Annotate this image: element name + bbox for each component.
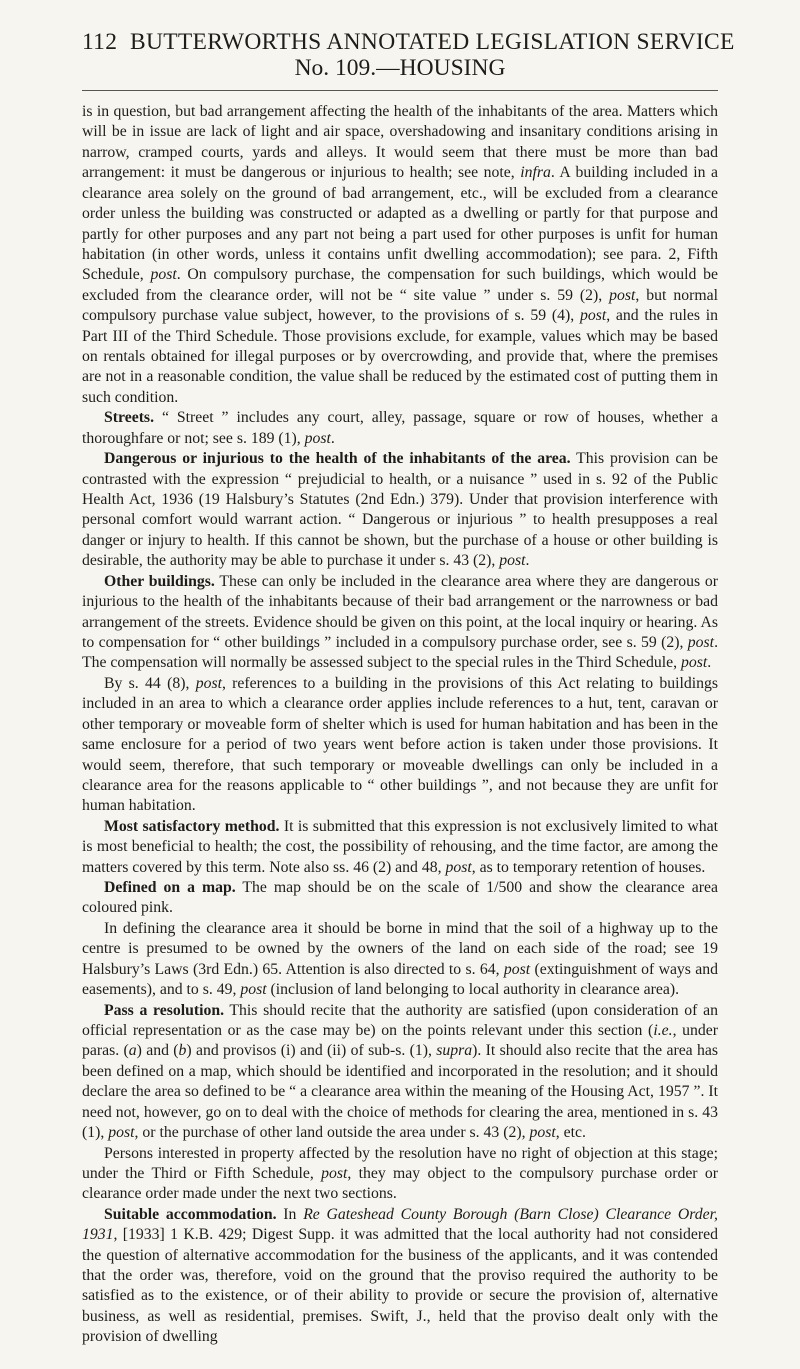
italic-text: post [150, 266, 177, 284]
italic-text: supra [436, 1042, 473, 1060]
text-run: , under paras. ( [82, 1021, 718, 1060]
paragraph [82, 1001, 718, 1144]
text-run: . On compulsory purchase, the compensation for such buildings, which would be excluded from the clearance order, will not be “ site value ” under s. 59 (2), [82, 266, 719, 304]
italic-text: post [321, 1164, 348, 1182]
paragraph [82, 919, 718, 1001]
paragraph-heading: Dangerous or injurious to the health of the inhabitants of the area. [104, 450, 571, 468]
text-run: ) and ( [136, 1042, 179, 1060]
text-run: , and the rules in Part III of the Third Schedule. Those provisions exclude, for example, values which may be based on rentals obtained for illegal purposes or by overcrowding, and provide that, where the premises are not in a reasonable condition, the value shall be reduced by the estimated cost of putting them in such condition. [82, 307, 719, 406]
italic-text: post [529, 1124, 556, 1142]
text-run: , they may object to the compulsory purchase order or clearance order made under the next two sections. [82, 1164, 718, 1203]
chapter-subtitle: No. 109.—HOUSING [294, 55, 506, 81]
service-title: BUTTERWORTHS ANNOTATED LEGISLATION SERVICE [130, 29, 735, 55]
text-run: is in question, but bad arrangement affecting the health of the inhabitants of the area. Matters which will be in issue are lack of light and air space, overshadowing and insanitary conditions arising in narrow, cramped courts, yards and alleys. It would seem that there must be more than bad arrangement: it must be dangerous or injurious to health; see note, [82, 103, 718, 182]
text-run: ) and provisos (i) and (ii) of sub-s. (1), [186, 1042, 437, 1060]
text-run: (inclusion of land belonging to local authority in clearance area). [266, 981, 680, 999]
text-run: , but normal compulsory purchase value subject, however, to the provisions of s. 59 (4), [82, 286, 718, 325]
text-run: . The compensation will normally be assessed subject to the special rules in the Third Schedule, [82, 633, 718, 672]
paragraph [82, 674, 718, 817]
text-run: It is submitted that this expression is not exclusively limited to what is most beneficial to health; the cost, the possibility of rehousing, and the time factor, are among the matters covered by this term. Note also ss. 46 (2) and 48, [82, 817, 718, 876]
running-head [82, 28, 762, 56]
paragraph [82, 102, 718, 408]
text-run: ). It should also recite that the area has been defined on a map, which should be identified and incorporated in the resolution; and it should declare the area so defined to be “ a clearance area within the meaning of the Housing Act, 1957 ”. It need not, however, go on to deal with the choice of methods for clearing the area, mentioned in s. 43 (1), [82, 1042, 719, 1142]
italic-text: b [178, 1042, 187, 1060]
text-run: , references to a building in the provisions of this Act relating to buildings included in an area to which a clearance order applies include references to a hut, tent, caravan or other temporary or moveable form of shelter which is used for human habitation and has been in the same enclosure for a period of two years went before action is taken under those provisions. It would seem, therefore, that such temporary or moveable dwellings can only be included in a clearance area for the reasons applicable to “ other buildings ”, and not because they are unfit for human habitation. [82, 674, 719, 815]
text-run: In defining the clearance area it should be borne in mind that the soil of a highway up to the centre is presumed to be owned by the owners of the land on each side of the road; see 19 Halsbury’s Laws (3rd Edn.) 65. Attention is also directed to s. 64, [82, 919, 718, 978]
text-run: , [1933] 1 K.B. 429; Digest Supp. it was admitted that the local authority had not considered the question of alternative accommodation for the business of the applicants, and it was contended that the order was, therefore, void on the ground that the proviso required the authority to be satisfied as to the existence, or of their ability to provide or secure the provision of, alternative business, as well as residential, premises. Swift, J., held that the proviso dealt only with the provision of dwelling [82, 1226, 718, 1346]
text-run: , etc. [555, 1124, 586, 1142]
italic-text: post [304, 429, 331, 447]
italic-text: i.e. [653, 1021, 673, 1039]
text-run: This provision can be contrasted with the expression “ prejudicial to health, or a nuisance ” used in s. 92 of the Public Health Act, 1936 (19 Halsbury’s Statutes (2nd Edn.) 379). Under that provision interference with personal comfort would warrant action. “ Dangerous or injurious ” to health presupposes a real danger or injury to health. If this cannot be shown, but the purchase of a house or other building is desirable, the authority may be able to purchase it under s. 43 (2), [82, 450, 718, 570]
paragraph [82, 1144, 718, 1205]
paragraph-heading: Streets. [104, 409, 155, 427]
italic-text: post [445, 858, 472, 876]
italic-text: infra [520, 164, 551, 182]
text-run: “ Street ” includes any court, alley, passage, square or row of houses, whether a thoroughfare or not; see s. 189 (1), [82, 409, 718, 447]
italic-text: Re Gateshead County Borough (Barn Close) Clearance Order, 1931 [82, 1205, 718, 1244]
italic-text: post [499, 552, 526, 570]
text-run: In [276, 1205, 304, 1223]
italic-text: post [579, 307, 607, 325]
paragraph [82, 572, 718, 674]
paragraph-heading: Most satisfactory method. [104, 817, 280, 835]
text-run: This should recite that the authority are satisfied (upon consideration of an official representation or as the case may be) on the points relevant under this section ( [82, 1001, 718, 1039]
italic-text: post [108, 1124, 135, 1142]
header-rule [82, 90, 718, 91]
italic-text: post [687, 633, 715, 651]
text-run: . A building included in a clearance area solely on the ground of bad arrangement, etc., will be excluded from a clearance order unless the building was constructed or adapted as a dwelling or partly for that purpose and partly for other purposes and any part not being a part used for other purposes is unfit for human habitation (in other words, unless it contains unfit dwelling accommodation); see para. 2, Fifth Schedule, [82, 164, 718, 284]
paragraph [82, 817, 718, 878]
text-run: , or the purchase of other land outside the area under s. 43 (2), [134, 1124, 530, 1142]
text-run: By s. 44 (8), [104, 674, 196, 692]
paragraph-heading: Suitable accommodation. [104, 1205, 277, 1223]
paragraph-heading: Pass a resolution. [104, 1001, 225, 1019]
italic-text: post [240, 981, 267, 999]
paragraph [82, 408, 718, 449]
body-text [82, 102, 718, 1348]
paragraph [82, 878, 718, 919]
text-run: (extinguishment of ways and easements), and to s. 49, [82, 960, 718, 999]
text-run: These can only be included in the clearance area where they are dangerous or injurious to the health of the inhabitants because of their bad arrangement or the narrowness or bad arrangement of the streets. Evidence should be given on this point, at the local inquiry or hearing. As to compensation for “ other buildings ” included in a compulsory purchase order, see s. 59 (2), [82, 572, 719, 651]
italic-text: post [195, 674, 222, 692]
italic-text: post [680, 654, 708, 672]
paragraph [82, 1205, 718, 1348]
italic-text: post [609, 286, 636, 304]
paragraph-heading: Other buildings. [104, 572, 215, 590]
page-number: 112 [82, 29, 118, 55]
text-run: The map should be on the scale of 1/500 and show the clearance area coloured pink. [82, 879, 718, 917]
paragraph-heading: Defined on a map. [104, 879, 236, 897]
text-run: , as to temporary retention of houses. [471, 858, 706, 876]
text-run: Persons interested in property affected by the resolution have no right of objection at this stage; under the Third or Fifth Schedule, [82, 1144, 718, 1182]
italic-text: post [503, 960, 531, 978]
paragraph [82, 449, 718, 572]
italic-text: a [128, 1042, 137, 1060]
text-run: . [707, 654, 712, 672]
text-run: . [525, 552, 530, 570]
text-run: . [330, 429, 335, 447]
